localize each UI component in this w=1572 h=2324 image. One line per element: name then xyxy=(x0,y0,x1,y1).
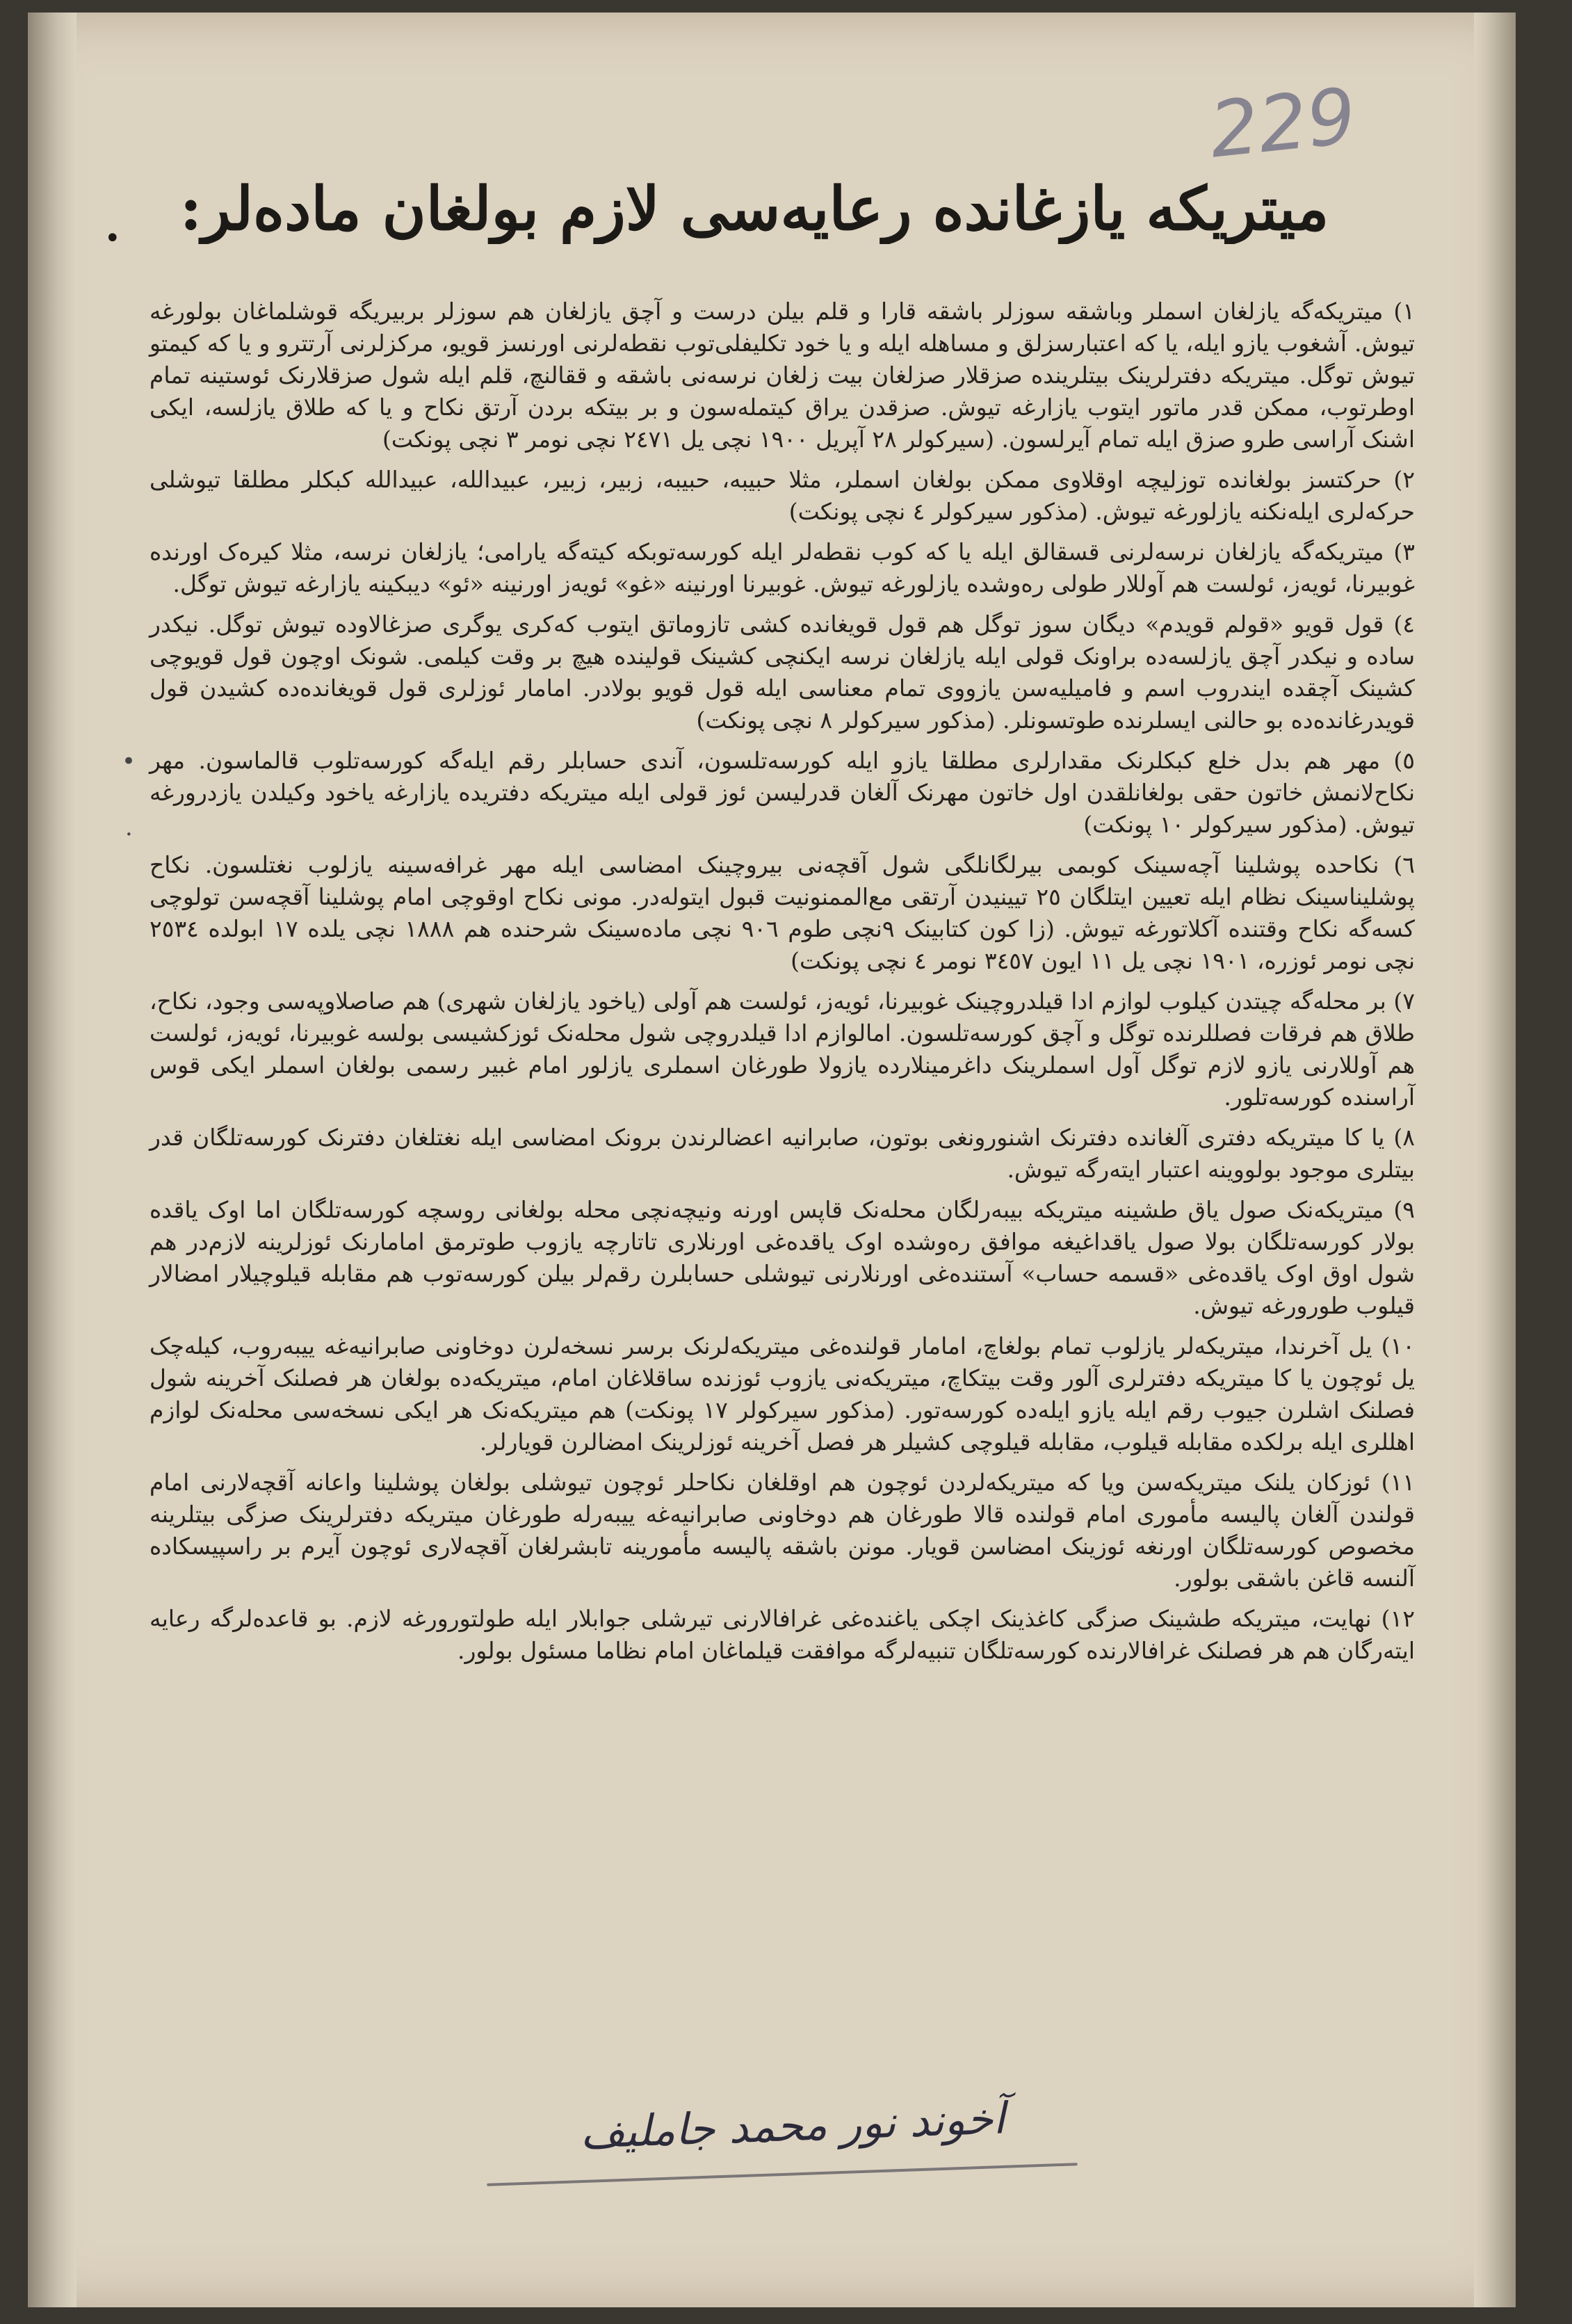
page-number: 229 xyxy=(1205,71,1361,175)
paragraph-7: ٧) بر محله‌گه چیتدن کیلوب لوازم ادا قیلدروچینک غوبیرنا، ئویه‌ز، ئولست هم آولی (یاخود یازلغان شهری) هم صاصلاوپه‌سی وجود، نکاح، طلاق هم فرقات فصللرنده توگل و آچق کورسه‌تلسون. امالوازم ادا قیلدروچی شول محله‌نک ئوزکشیسی بولسه غوبیرنا، ئویه‌ز، ئولست هم آوللارنی یازو لازم توگل آول اسملرینک داغرمینلارده یازولا طورغان اسملری یازلور امام غبیر رسمی بولغان اسملر ایکی قوس آراسنده کورسه‌تلور. xyxy=(149,987,1415,1111)
document-body xyxy=(149,296,1415,1675)
paragraph-11: ١١) ئوزکان یلنک میتریکه‌سن ویا که میتریکه‌لردن ئوچون هم اوقلغان نکاحلر ئوچون تیوشلی بولغان پوشلینا واعانه آقچه‌لارنی امام قولندن آلغان پالیسه مأموری امام قولنده قالا طورغان هم دوخاونی صابرانیه‌غه ییبه‌رله طورغان میتریکه دفترلرینک صزگی بیتلرینه مخصوص کورسه‌تلگان اورنغه ئوزینک امضاسن قویار. مونن باشقه پالیسه مأمورینه تابشرلغان آقچه‌لاری ئوچون آیرم بر راسپیسکاده آلنسه قاغن باشقی بولور. xyxy=(149,1469,1415,1592)
paragraph-3: ٣) میتریکه‌گه یازلغان نرسه‌لرنی قسقالق ایله یا که کوب نقطه‌لر ایله کورسه‌توبکه کیته‌گه یارامی؛ یازلغان نرسه، مثلا کیره‌ک اورنده غوبیرنا، ئویه‌ز، ئولست هم آوللار طولی ره‌وشده یازلورغه تیوش. غوبیرنا اورنینه «غو» ئویه‌ز اورنینه «ئو» دیبکینه یازارغه تیوش توگل. xyxy=(149,538,1415,597)
bullet-mark: • xyxy=(104,223,121,255)
paragraph-10: ١٠) یل آخرندا، میتریکه‌لر یازلوب تمام بولغاچ، امامار قولنده‌غی میتریکه‌لرنک برسر نسخه‌لرن دوخاونی صابرانیه‌غه ییبه‌روب، کیله‌چک یل ئوچون یا کا میتریکه دفترلری آلور وقت بیتکاچ، میتریکه‌نی یازوب ئوزنده ساقلاغان امام، میتریکه‌ده بولغان هر فصلنک آخرینه شول فصلنک اشلرن جیوب رقم ایله یازو ایله‌ده کورسه‌تور. (مذکور سیرکولر ١٧ پونکت) هم میتریکه‌نک هر ایکی نسخه‌سی محله‌نک لوازم اهللری ایله برلکده مقابله قیلوب، مقابله قیلوچی کشیلر هر فصل آخرینه ئوزلرینک امضالرن قویارلر. xyxy=(149,1332,1415,1455)
paragraph-2: ٢) حرکتسز بولغانده توزلیچه اوقلاوی ممکن بولغان اسملر، مثلا حبیبه، حبیبه، زبیر، زبیر، عبیدالله، عبیدالله کبکلر مطلقا تیوشلی حرکه‌لری ایله‌نکنه یازلورغه تیوش. (مذکور سیرکولر ٤ نچی پونکت) xyxy=(149,466,1415,525)
paragraph-9: ٩) میتریکه‌نک صول یاق طشینه میتریکه بیبه‌رلگان محله‌نک قاپس اورنه ونیچه‌نچی محله بولغانی روسچه کورسه‌تلگان اما اوک یاقده بولار کورسه‌تلگان بولا صول یاقداغیغه موافق ره‌وشده اوک یاقده‌غی اورنلاری تاتارچه یازوب طوترمق امامارنک ئوزلرینه لازم‌در هم شول اوق اوک یاقده‌غی «قسمه حساب» آستنده‌غی اورنلارنی تیوشلی حسابلرن رقم‌لر بیلن کورسه‌توب هم مقابله قیلوچیلار امضالار قیلوب طورورغه تیوش. xyxy=(149,1196,1415,1319)
margin-mark: · xyxy=(125,821,133,848)
document-title: میتریکه یازغانده رعایه‌سی لازم بولغان ماده‌لر: xyxy=(179,174,1329,244)
paragraph-4: ٤) قول قویو «قولم قویدم» دیگان سوز توگل هم قول قویغانده کشی تاز‌وماتق ایتوب که‌کری یوگری صزغالاوده تیوش توگل. نیکدر ساده و نیکدر آچق یازلسه‌ده براونک قولی ایله یازلغان نرسه ایکنچی کشینک قولینده هیچ بر وقت کیلمی. شونک اوچون قول قویوچی کشینک آچقده ایندروب اسم و فامیلیه‌سن یازووی تمام معناسی ایله قول قویو بولادر. امامار ئوزلری قول قویغانده‌ده کشیدن قول قویدرغانده‌ده بو حالنی ایسلرنده طوتسونلر. (مذکور سیرکولر ٨ نچی پونکت) xyxy=(149,611,1415,734)
book-spine-shadow xyxy=(28,13,76,2307)
margin-mark: • xyxy=(122,748,136,775)
page-edge-shadow xyxy=(1474,13,1516,2307)
paragraph-1: ١) میتریکه‌گه یازلغان اسملر وباشقه سوزلر باشقه قارا و قلم بیلن درست و آچق یازلغان هم سوزلر بر‌بیریگه قوشلماغان بولورغه تیوش. آشغوب یازو ایله، یا که اعتبار‌سزلق و مساهله ایله و یا خود تکلیفلی‌توب نقطه‌لرنی اورنسز قویو، مرکزلرنی آرتترو و یا که کیمتو تیوش توگل. میتریکه دفترلرینک بیتلرینده صزقلار صزلغان بیت زلغان نرسه‌نی باشقه و ققالنچ، قلم ایله شول صزقلارنک ئوستینه تمام اوطرتوب، ممکن قدر ماتور ایتوب یازارغه تیوش. صزقدن یراق کیتمله‌سون و بر بیتکه بردن آرتق نکاح و یا که طلاق یازلسه، ایکی اشنک آراسی طرو صزق ایله تمام آیرلسون. (سیرکولر ٢٨ آپریل ١٩٠٠ نچی یل ٢٤٧١ نچی نومر ٣ نچی پونکت) xyxy=(149,298,1415,453)
paragraph-5: ٥) مهر هم بدل خلع کبکلرنک مقدارلری مطلقا یازو ایله کورسه‌تلسون، آندی حسابلر رقم ایله‌گه کورسه‌تلوب قالماسون. مهر نکاح‌لانمش خاتون حقی بولغانلقدن اول خاتون مهرنک آلغان قدرلیسن ئوز قولی ایله میتریکه دفتریده یازارغه یاخود وکیلدن یازدرورغه تیوش. (مذکور سیرکولر ١٠ پونکت) xyxy=(149,747,1415,838)
paragraph-12: ١٢) نهایت، میتریکه طشینک صزگی کاغذینک اچکی یاغنده‌غی غرافالارنی تیرشلی جوابلار ایله طولتورورغه لازم. بو قاعده‌لرگه رعایه ایته‌رگان هم هر فصلنک غرافالارنده کورسه‌تلگان تنبیه‌لرگه موافقت قیلماغان امام نظاما مسئول بولور. xyxy=(149,1605,1415,1664)
paragraph-6: ٦) نکاحده پوشلینا آچه‌سینک کوبمی بیرلگانلگی شول آقچه‌نی بیروچینک امضاسی ایله مهر غرافه‌سینه یازلوب نغتلسون. نکاح پوشلیناسینک نظام ایله تعیین ایتلگان ٢٥ تیینیدن آرتقی مع‌الممنونیت قبول ایتوله‌در. مونی نکاح اوقوچی امام پوشلینا آقچه‌سن تولوچی کسه‌گه نکاح وقتنده آکلاتورغه تیوش. (زا کون کتابینک ٩نچی طوم ٩٠٦ نچی ماده‌سینک شرحنده هم ١٨٨٨ نچی یلده ١٧ ابولده ٢٥٣٤ نچی نومر ئوزره، ١٩٠١ نچی یل ١١ ایون ٣٤٥٧ نومر ٤ نچی پونکت) xyxy=(149,851,1415,974)
handwritten-signature: آخوند نور محمد جامليف xyxy=(579,2092,1006,2158)
paragraph-8: ٨) یا کا میتریکه دفتری آلغانده دفترنک اشنورونغی بوتون، صابرانیه اعضالرندن برونک امضاسی ایله نغتلغان دفترنک کورسه‌تلگان قدر بیتلری موجود بولووینه اعتبار ایته‌رگه تیوش. xyxy=(149,1124,1415,1183)
